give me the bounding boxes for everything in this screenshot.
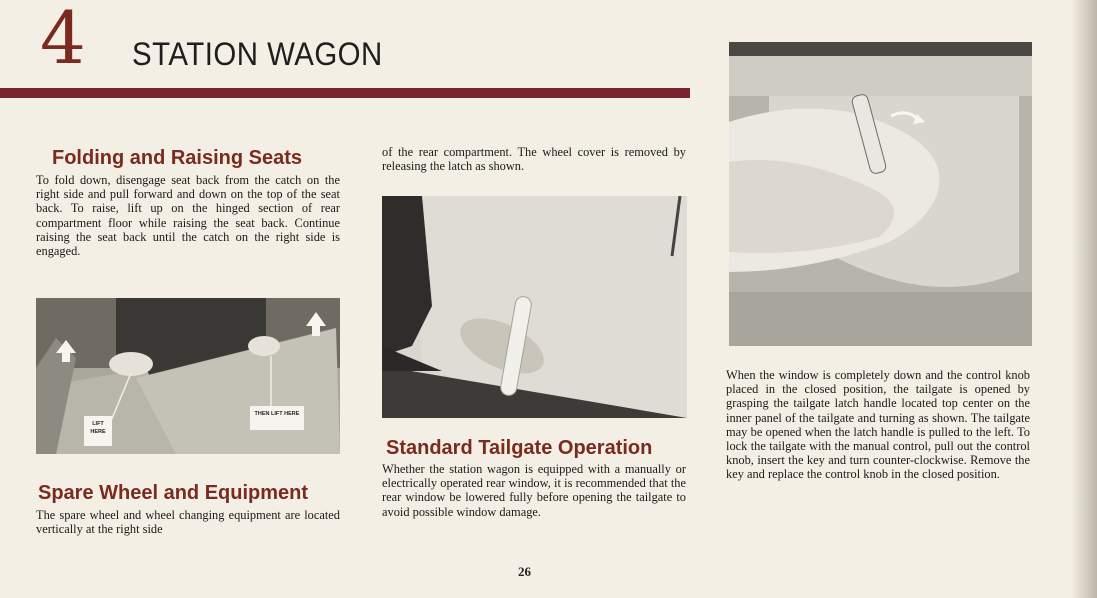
- page-edge-shadow: [1071, 0, 1097, 598]
- chapter-title: STATION WAGON: [132, 36, 383, 72]
- then-lift-here-label: THEN LIFT HERE: [254, 411, 300, 417]
- spare-wheel-text: The spare wheel and wheel changing equipment are located vertically at the right side: [36, 508, 340, 537]
- window-tailgate-text: When the window is completely down and the control knob placed in the closed position, the tailgate is opened by grasping the tailgate latch handle located top center on the inner panel of the tailgate and turning as shown. The tailgate may be opened when the latch handle is pulled to the left. To lock the tailgate with the manual control, pull out the control knob, insert the key and turn counter-clockwise. Remove the key and replace the control knob in the closed position.: [726, 368, 1030, 482]
- lift-here-label: LIFT HERE: [90, 421, 106, 435]
- header-rule: [0, 88, 690, 98]
- tailgate-heading: Standard Tailgate Operation: [386, 437, 653, 459]
- tailgate-text: Whether the station wagon is equipped with a manually or electrically operated rear window, it is recommended that the rear window be lowered fully before opening the tailgate to avoid possible window damage.: [382, 462, 686, 519]
- spare-wheel-heading: Spare Wheel and Equipment: [38, 482, 309, 504]
- chapter-number: 4: [40, 0, 86, 80]
- folding-seats-text: To fold down, disengage seat back from the catch on the right side and pull forward and down on the top of the seat back. To raise, lift up on the hinged section of rear compartment floor while raising the seat back. Continue raising the seat back until the catch on the right side is engaged.: [36, 173, 340, 259]
- spare-wheel-text-continued: of the rear compartment. The wheel cover is removed by releasing the latch as shown.: [382, 145, 686, 174]
- page-number: 26: [518, 564, 531, 579]
- seat-photo: [36, 298, 340, 454]
- wheel-cover-photo: [382, 196, 687, 418]
- folding-seats-heading: Folding and Raising Seats: [52, 147, 303, 169]
- tailgate-handle-photo: [729, 42, 1032, 346]
